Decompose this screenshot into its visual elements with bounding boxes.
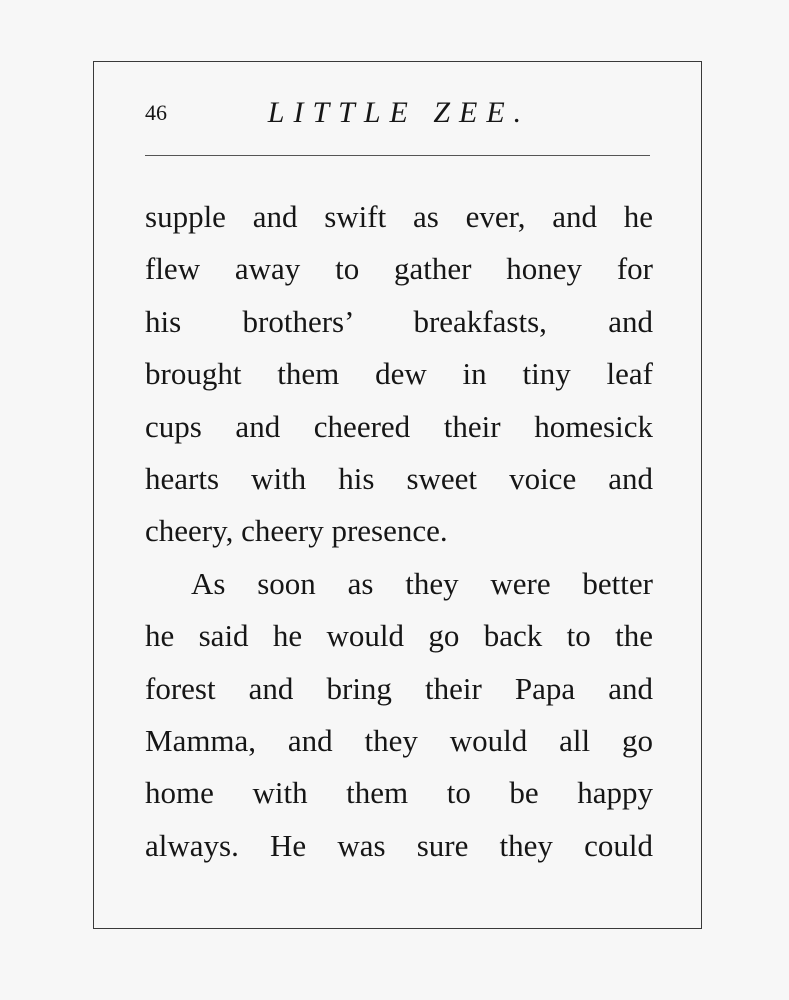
text-line: flew away to gather honey for (145, 251, 653, 287)
text-line: forest and bring their Papa and (145, 670, 653, 706)
page-header (145, 96, 653, 136)
header-rule (145, 155, 650, 156)
text-line: he said he would go back to the (145, 618, 653, 654)
text-line: home with them to be happy (145, 775, 653, 811)
body-text (145, 191, 653, 872)
paragraph-end-line: cheery, cheery presence. (145, 513, 448, 549)
text-line: always. He was sure they could (145, 827, 653, 863)
paragraph-start-line: As soon as they were better (191, 565, 653, 601)
text-line: hearts with his sweet voice and (145, 460, 653, 496)
text-line: supple and swift as ever, and he (145, 199, 653, 234)
running-title: LITTLE ZEE. (267, 96, 531, 129)
text-line: his brothers’ breakfasts, and (145, 303, 653, 339)
text-line: brought them dew in tiny leaf (145, 356, 653, 392)
page-number: 46 (145, 100, 167, 125)
text-line: Mamma, and they would all go (145, 722, 653, 758)
text-line: cups and cheered their homesick (145, 408, 653, 444)
